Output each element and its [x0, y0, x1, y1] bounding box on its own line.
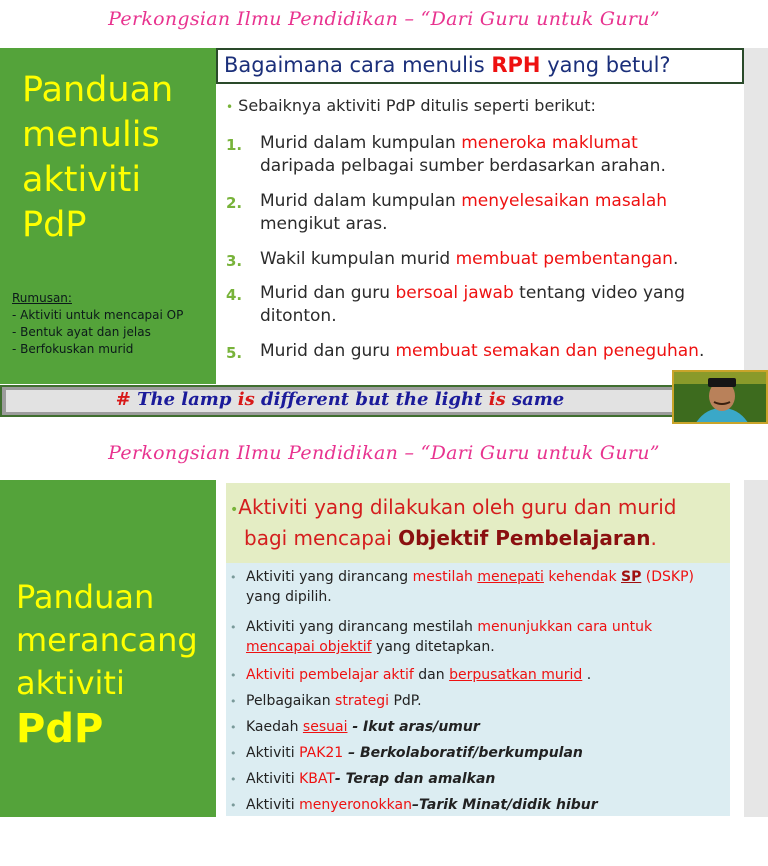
- side-title-line: menulis: [22, 115, 160, 155]
- quote-banner: [0, 385, 680, 417]
- quote-word: same: [511, 389, 565, 410]
- item-part: menepati: [477, 569, 544, 585]
- item-part: –Tarik Minat/didik hibur: [411, 797, 598, 813]
- slide1-right-strip: [744, 48, 768, 370]
- side-title-line: Panduan: [22, 70, 174, 110]
- item-text: [246, 795, 598, 815]
- side-title-line: aktiviti: [22, 160, 142, 200]
- bullet-dot: •: [230, 571, 237, 584]
- objective-bold: Objektif Pembelajaran: [398, 526, 651, 550]
- item-text: [246, 691, 422, 711]
- item-text: [260, 132, 666, 178]
- slide2-side-title: [16, 576, 198, 753]
- item-number: 4.: [226, 286, 243, 304]
- rumusan-item: - Aktiviti untuk mencapai OP: [12, 308, 184, 322]
- item-part: KBAT: [299, 771, 335, 787]
- objective-post: .: [650, 526, 657, 550]
- activity-list: [226, 128, 744, 368]
- slide2-header: Perkongsian Ilmu Pendidikan – “Dari Guru untuk Guru”: [108, 442, 660, 464]
- item-text: [246, 617, 652, 657]
- item-number: 2.: [226, 194, 243, 212]
- item-highlight: membuat pembentangan: [455, 249, 673, 269]
- item-part: PAK21: [299, 745, 344, 761]
- item-part: mestilah: [412, 569, 473, 585]
- slide2-side-panel: [0, 480, 216, 817]
- objective-text: [230, 493, 677, 552]
- item-text: [260, 340, 704, 363]
- item-part: dan: [413, 667, 450, 683]
- rumusan-box: [12, 290, 183, 358]
- item-part: Kaedah: [246, 719, 303, 735]
- bullet-dot: •: [230, 502, 239, 518]
- item-part: sesuai: [302, 719, 348, 735]
- item-part: menunjukkan cara untuk: [477, 619, 653, 635]
- objective-box: [226, 483, 730, 563]
- side-title-line: merancang: [16, 621, 198, 659]
- item-number: 1.: [226, 136, 243, 154]
- bullet-dot: •: [230, 721, 237, 734]
- question-post: yang betul?: [540, 53, 671, 77]
- item-text: [246, 717, 480, 737]
- rumusan-label: Rumusan:: [12, 291, 72, 305]
- side-title-line: Panduan: [16, 578, 155, 616]
- item-pre: Murid dan guru: [260, 341, 396, 361]
- item-pre: Murid dan guru: [260, 283, 396, 303]
- item-part: Aktiviti: [246, 771, 300, 787]
- item-part: .: [582, 667, 592, 683]
- item-part: SP: [621, 569, 642, 585]
- item-part: Aktiviti: [246, 745, 300, 761]
- rumusan-item: - Berfokuskan murid: [12, 342, 134, 356]
- item-text: [246, 769, 495, 789]
- item-post: .: [698, 341, 705, 361]
- question-box: [216, 48, 744, 84]
- quote-word: The lamp: [137, 389, 232, 410]
- objective-line2-pre: bagi mencapai: [244, 526, 399, 550]
- item-part: Aktiviti yang dirancang: [246, 569, 413, 585]
- bullet-dot: •: [230, 773, 237, 786]
- objective-line1: Aktiviti yang dilakukan oleh guru dan murid: [238, 495, 677, 519]
- bullet-dot: •: [230, 747, 237, 760]
- quote-word: different but the light: [261, 389, 483, 410]
- bullet-dot: •: [230, 621, 237, 634]
- item-line2: daripada pelbagai sumber berdasarkan arahan.: [260, 156, 666, 176]
- side-title-line: aktiviti: [16, 664, 125, 702]
- item-text: [246, 567, 694, 607]
- item-part: yang ditetapkan.: [371, 639, 495, 655]
- item-part: Aktiviti pembelajar aktif: [246, 667, 414, 683]
- guidelines-list: [230, 567, 726, 812]
- item-part: - Ikut aras/umur: [347, 719, 480, 735]
- question-pre: Bagaimana cara menulis: [224, 53, 492, 77]
- item-part: – Berkolaboratif/berkumpulan: [343, 745, 583, 761]
- item-line2: ditonton.: [260, 306, 337, 326]
- quote-hash: #: [115, 389, 131, 410]
- item-line2: mengikut aras.: [260, 214, 388, 234]
- slide2-right-strip: [744, 480, 768, 817]
- item-highlight: meneroka maklumat: [461, 133, 638, 153]
- slide1-header: Perkongsian Ilmu Pendidikan – “Dari Guru untuk Guru”: [108, 8, 660, 30]
- item-part: PdP.: [389, 693, 422, 709]
- item-part: - Terap dan amalkan: [334, 771, 496, 787]
- quote-word: is: [237, 389, 255, 410]
- item-text: [246, 743, 583, 763]
- item-post: tentang video yang: [513, 283, 686, 303]
- intro-line: [226, 96, 596, 115]
- item-text: [260, 282, 685, 328]
- item-highlight: bersoal jawab: [395, 283, 514, 303]
- slide1-side-panel: [0, 48, 216, 384]
- avatar: [672, 370, 768, 424]
- bullet-dot: •: [226, 100, 234, 114]
- bullet-dot: •: [230, 695, 237, 708]
- person-photo-icon: [674, 372, 768, 424]
- item-highlight: menyelesaikan masalah: [461, 191, 668, 211]
- guidelines-box: [226, 563, 730, 816]
- quote-word: is: [488, 389, 506, 410]
- slide1-side-title: [22, 68, 173, 248]
- side-title-line: PdP: [22, 205, 87, 245]
- item-part: Aktiviti: [246, 797, 300, 813]
- item-text: [246, 665, 591, 685]
- item-part: (DSKP): [645, 569, 695, 585]
- item-part: Pelbagaikan: [246, 693, 336, 709]
- item-text: [260, 248, 678, 271]
- item-text: [260, 190, 667, 236]
- item-pre: Murid dalam kumpulan: [260, 191, 462, 211]
- quote-text: [2, 389, 678, 410]
- item-number: 3.: [226, 252, 243, 270]
- item-part: kehendak: [548, 569, 617, 585]
- item-part: Aktiviti yang dirancang mestilah: [246, 619, 478, 635]
- item-post: .: [672, 249, 679, 269]
- side-title-line: PdP: [16, 706, 104, 752]
- bullet-dot: •: [230, 799, 237, 812]
- item-part: mencapai objektif: [246, 639, 372, 655]
- question-text: [224, 53, 671, 77]
- item-part: strategi: [335, 693, 390, 709]
- item-part: yang dipilih.: [246, 589, 332, 605]
- item-part: menyeronokkan: [299, 797, 412, 813]
- rumusan-item: - Bentuk ayat dan jelas: [12, 325, 151, 339]
- intro-text: Sebaiknya aktiviti PdP ditulis seperti berikut:: [238, 96, 596, 115]
- item-number: 5.: [226, 344, 243, 362]
- item-pre: Wakil kumpulan murid: [260, 249, 456, 269]
- question-highlight: RPH: [491, 53, 541, 77]
- item-part: berpusatkan murid: [449, 667, 583, 683]
- bullet-dot: •: [230, 669, 237, 682]
- item-highlight: membuat semakan dan peneguhan: [395, 341, 699, 361]
- item-pre: Murid dalam kumpulan: [260, 133, 462, 153]
